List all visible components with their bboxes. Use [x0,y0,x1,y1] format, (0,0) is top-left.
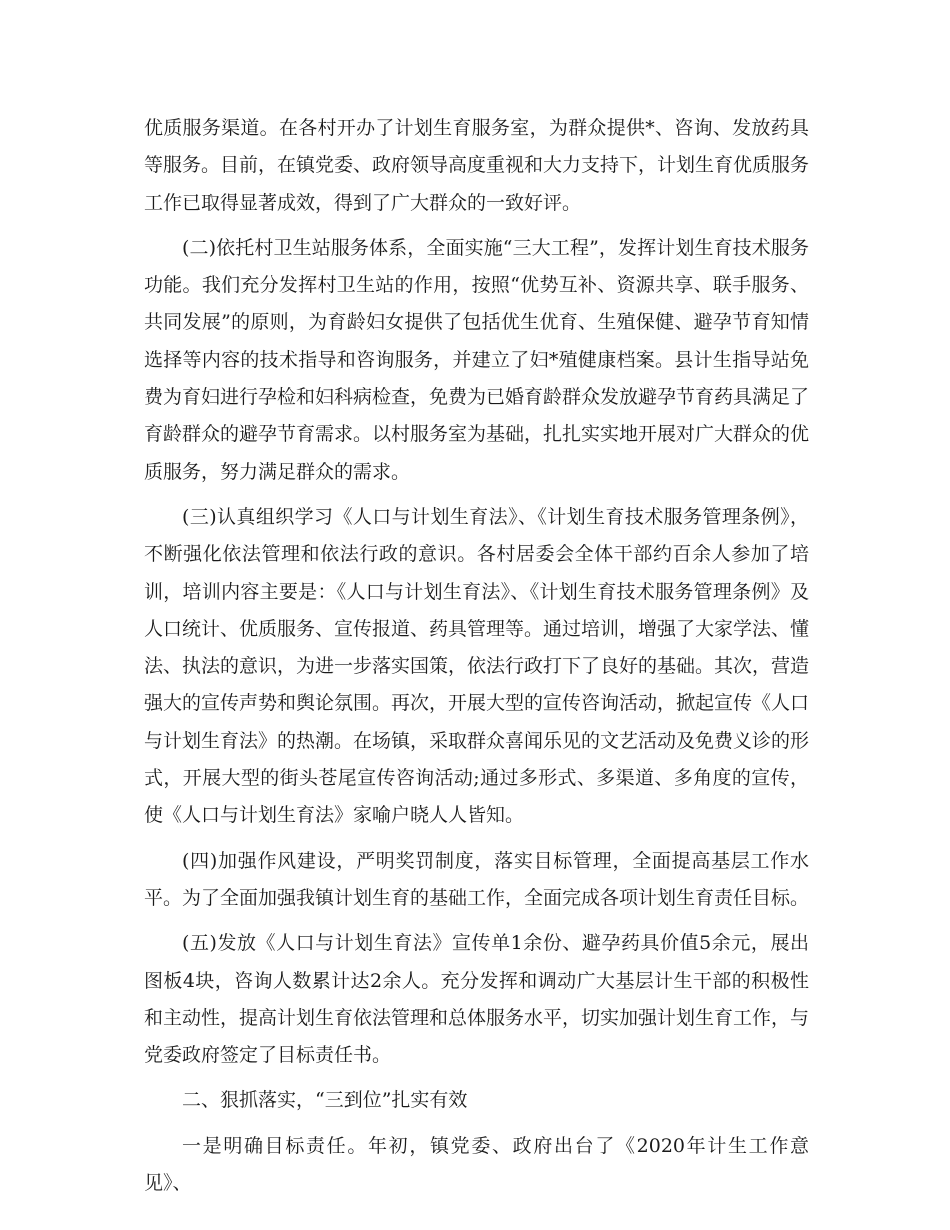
paragraph-section-2: (二)依托村卫生站服务体系，全面实施“三大工程”，发挥计划生育技术服务功能。我们充分发挥村卫生站的作用，按照“优势互补、资源共享、联手服务、共同发展”的原则，为育龄妇女提供了包括优生优育、生殖保健、避孕节育知情选择等内容的技术指导和咨询服务，并建立了妇*殖健康档案。县计生指导站免费为育妇进行孕检和妇科病检查，免费为已婚育龄群众发放避孕节育药具满足了育龄群众的避孕节育需求。以村服务室为基础，扎扎实实地开展对广大群众的优质服务，努力满足群众的需求。 [144,236,810,483]
paragraph-continuation: 优质服务渠道。在各村开办了计划生育服务室，为群众提供*、咨询、发放药具等服务。目前，在镇党委、政府领导高度重视和大力支持下，计划生育优质服务工作已取得显著成效，得到了广大群众的一致好评。 [144,117,810,214]
paragraph-section-5: (五)发放《人口与计划生育法》宣传单1余份、避孕药具价值5余元，展出图板4块，咨询人数累计达2余人。充分发挥和调动广大基层计生干部的积极性和主动性，提高计划生育依法管理和总体服务水平，切实加强计划生育工作，与党委政府签定了目标责任书。 [144,932,810,1067]
section-heading: 二、狠抓落实，“三到位”扎实有效 [182,1089,468,1112]
paragraph-section-3: (三)认真组织学习《人口与计划生育法》、《计划生育技术服务管理条例》，不断强化依法管理和依法行政的意识。各村居委会全体干部约百余人参加了培训，培训内容主要是：《人口与计划生育法》、《计划生育技术服务管理条例》及人口统计、优质服务、宣传报道、药具管理等。通过培训，增强了大家学法、懂法、执法的意识，为进一步落实国策，依法行政打下了良好的基础。其次，营造强大的宣传声势和舆论氛围。再次，开展大型的宣传咨询活动，掀起宣传《人口与计划生育法》的热潮。在场镇，采取群众喜闻乐见的文艺活动及免费义诊的形式，开展大型的街头苍尾宣传咨询活动;通过多形式、多渠道、多角度的宣传，使《人口与计划生育法》家喻户晓人人皆知。 [144,505,810,827]
document-page [144,110,809,1210]
paragraph-section-4: (四)加强作风建设，严明奖罚制度，落实目标管理，全面提高基层工作水平。为了全面加强我镇计划生育的基础工作，全面完成各项计划生育责任目标。 [144,849,810,909]
paragraph-goal: 一是明确目标责任。年初，镇党委、政府出台了《2020年计生工作意见》、 [144,1134,809,1195]
